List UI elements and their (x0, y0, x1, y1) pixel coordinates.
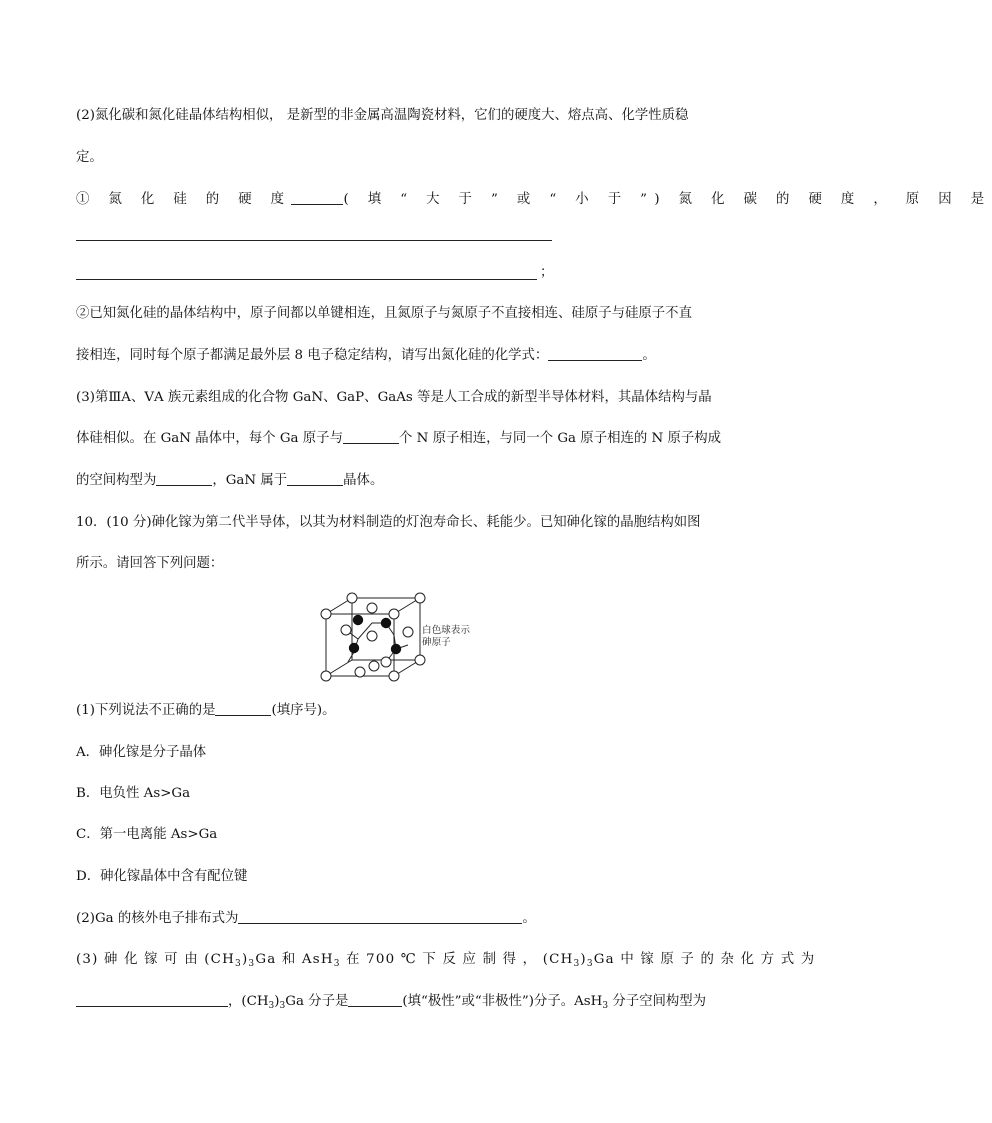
q10-sub2-text: (2)Ga 的核外电子排布式为 (76, 911, 239, 926)
ga-atom (349, 643, 359, 653)
option-a[interactable]: A．砷化镓是分子晶体 (76, 745, 207, 760)
as-atom (415, 655, 425, 665)
gaas-unit-cell-figure (318, 590, 488, 682)
sub3-subscript: 3 (333, 959, 341, 969)
sub3-line2-text-e: 分子空间构型为 (608, 994, 707, 1009)
as-atom (355, 667, 365, 677)
sub3-line2-subscript: 3 (602, 1001, 609, 1011)
part2-intro-line2: 定。 (76, 150, 103, 165)
as-atom (367, 631, 377, 641)
arsenic-atoms (321, 593, 425, 681)
sub3-line2-text-b: ) (274, 994, 280, 1009)
as-atom (415, 593, 425, 603)
as-atom (367, 603, 377, 613)
as-atom (381, 657, 391, 667)
q10-sub3-line1 (76, 952, 816, 969)
sub3-text-e: ) (580, 952, 587, 967)
sub3-text-f: Ga 中 镓 原 子 的 杂 化 方 式 为 (593, 952, 816, 967)
sub3-text-c: Ga 和 AsH (255, 952, 334, 967)
sub3-line2-text-d: (填“极性”或“非极性”)分子。AsH (402, 994, 603, 1009)
part3-count-blank[interactable] (343, 431, 399, 444)
sub3-line2-subscript: 3 (268, 1001, 275, 1011)
option-b[interactable]: B．电负性 As>Ga (76, 786, 191, 801)
q2-end: 。 (642, 348, 656, 363)
q1-end-mark: ； (540, 265, 554, 280)
part3-crystal-blank[interactable] (287, 473, 343, 486)
q10-sub1-text: (1)下列说法不正确的是 (76, 703, 216, 718)
part3-text-a: 体硅相似。在 GaN 晶体中，每个 Ga 原子与 (76, 431, 343, 446)
sub3-text-b: ) (241, 952, 249, 967)
q10-sub3-hybrid-blank[interactable] (76, 994, 228, 1007)
q2-text: 接相连，同时每个原子都满足最外层 8 电子稳定结构，请写出氮化硅的化学式： (76, 348, 549, 363)
option-c[interactable]: C．第一电离能 As>Ga (76, 827, 218, 842)
as-atom (321, 609, 331, 619)
ga-atom (391, 644, 401, 654)
part3-line3 (76, 473, 720, 489)
q10-line1: 10．(10 分)砷化镓为第二代半导体，以其为材料制造的灯泡寿命长、耗能少。已知砷化镓的晶胞结构如图 (76, 515, 701, 530)
part3-text-c: 的空间构型为 (76, 473, 157, 488)
q2-line2 (76, 348, 720, 364)
as-atom (403, 627, 413, 637)
part3-text-d: ，GaN 属于 (212, 473, 288, 488)
sub3-subscript: 3 (248, 959, 256, 969)
sub3-text-d: 在 700 ℃ 下 反 应 制 得 ， (CH (340, 952, 574, 967)
q10-sub1-blank[interactable] (215, 703, 271, 716)
q10-sub3-polarity-blank[interactable] (348, 994, 402, 1007)
figure-label-line1: 白色球表示 (422, 625, 470, 636)
ga-atom (353, 615, 363, 625)
q2-line1: ②已知氮化硅的晶体结构中，原子间都以单键相连，且氮原子与氮原子不直接相连、硅原子与硅原子不直 (76, 306, 692, 321)
q10-sub3-line2 (76, 994, 720, 1010)
part3-text-b: 个 N 原子相连，与同一个 Ga 原子相连的 N 原子构成 (398, 431, 722, 446)
sub3-subscript: 3 (573, 959, 581, 969)
sub3-line2-text-a: ，(CH (228, 994, 269, 1009)
as-atom (369, 661, 379, 671)
q10-sub1 (76, 703, 720, 719)
q1-text-b: ( 填 “ 大 于 ” 或 “ 小 于 ”) 氮 化 碳 的 硬 度 ， 原 因 是 (343, 192, 992, 207)
sub3-subscript: 3 (586, 959, 594, 969)
part2-intro-line1: (2)氮化碳和氮化硅晶体结构相似， 是新型的非金属高温陶瓷材料，它们的硬度大、熔点高、化学性质稳 (76, 108, 689, 123)
sub3-subscript: 3 (235, 959, 242, 969)
q10-line2: 所示。请回答下列问题： (76, 556, 224, 571)
q1-answer-blank[interactable] (291, 192, 343, 205)
sub3-line2-subscript: 3 (279, 1001, 286, 1011)
part3-line2 (76, 431, 720, 447)
sub3-line2-text-c: Ga 分子是 (285, 994, 349, 1009)
q10-sub2-blank[interactable] (238, 911, 522, 924)
as-atom (341, 625, 351, 635)
as-atom (389, 609, 399, 619)
q1-text-a: ① 氮 化 硅 的 硬 度 (76, 192, 292, 207)
as-atom (389, 671, 399, 681)
ga-atom (381, 618, 391, 628)
sub3-text-a: (3) 砷 化 镓 可 由 (CH (76, 952, 236, 967)
part3-text-e: 晶体。 (343, 473, 384, 488)
q10-sub2 (76, 911, 720, 927)
as-atom (321, 671, 331, 681)
as-atom (347, 593, 357, 603)
q1-reason-blank-1[interactable] (76, 240, 552, 241)
q1-line (76, 192, 992, 208)
option-d[interactable]: D．砷化镓晶体中含有配位键 (76, 869, 248, 884)
q2-formula-blank[interactable] (548, 348, 642, 361)
q10-sub2-end: 。 (522, 911, 536, 926)
figure-label-line2: 砷原子 (422, 637, 451, 648)
q1-reason-blank-2[interactable] (76, 279, 537, 280)
part3-shape-blank[interactable] (156, 473, 212, 486)
part3-line1: (3)第ⅢA、ⅤA 族元素组成的化合物 GaN、GaP、GaAs 等是人工合成的新型半导体材料，其晶体结构与晶 (76, 390, 712, 405)
q10-sub1-hint: (填序号)。 (271, 703, 336, 718)
